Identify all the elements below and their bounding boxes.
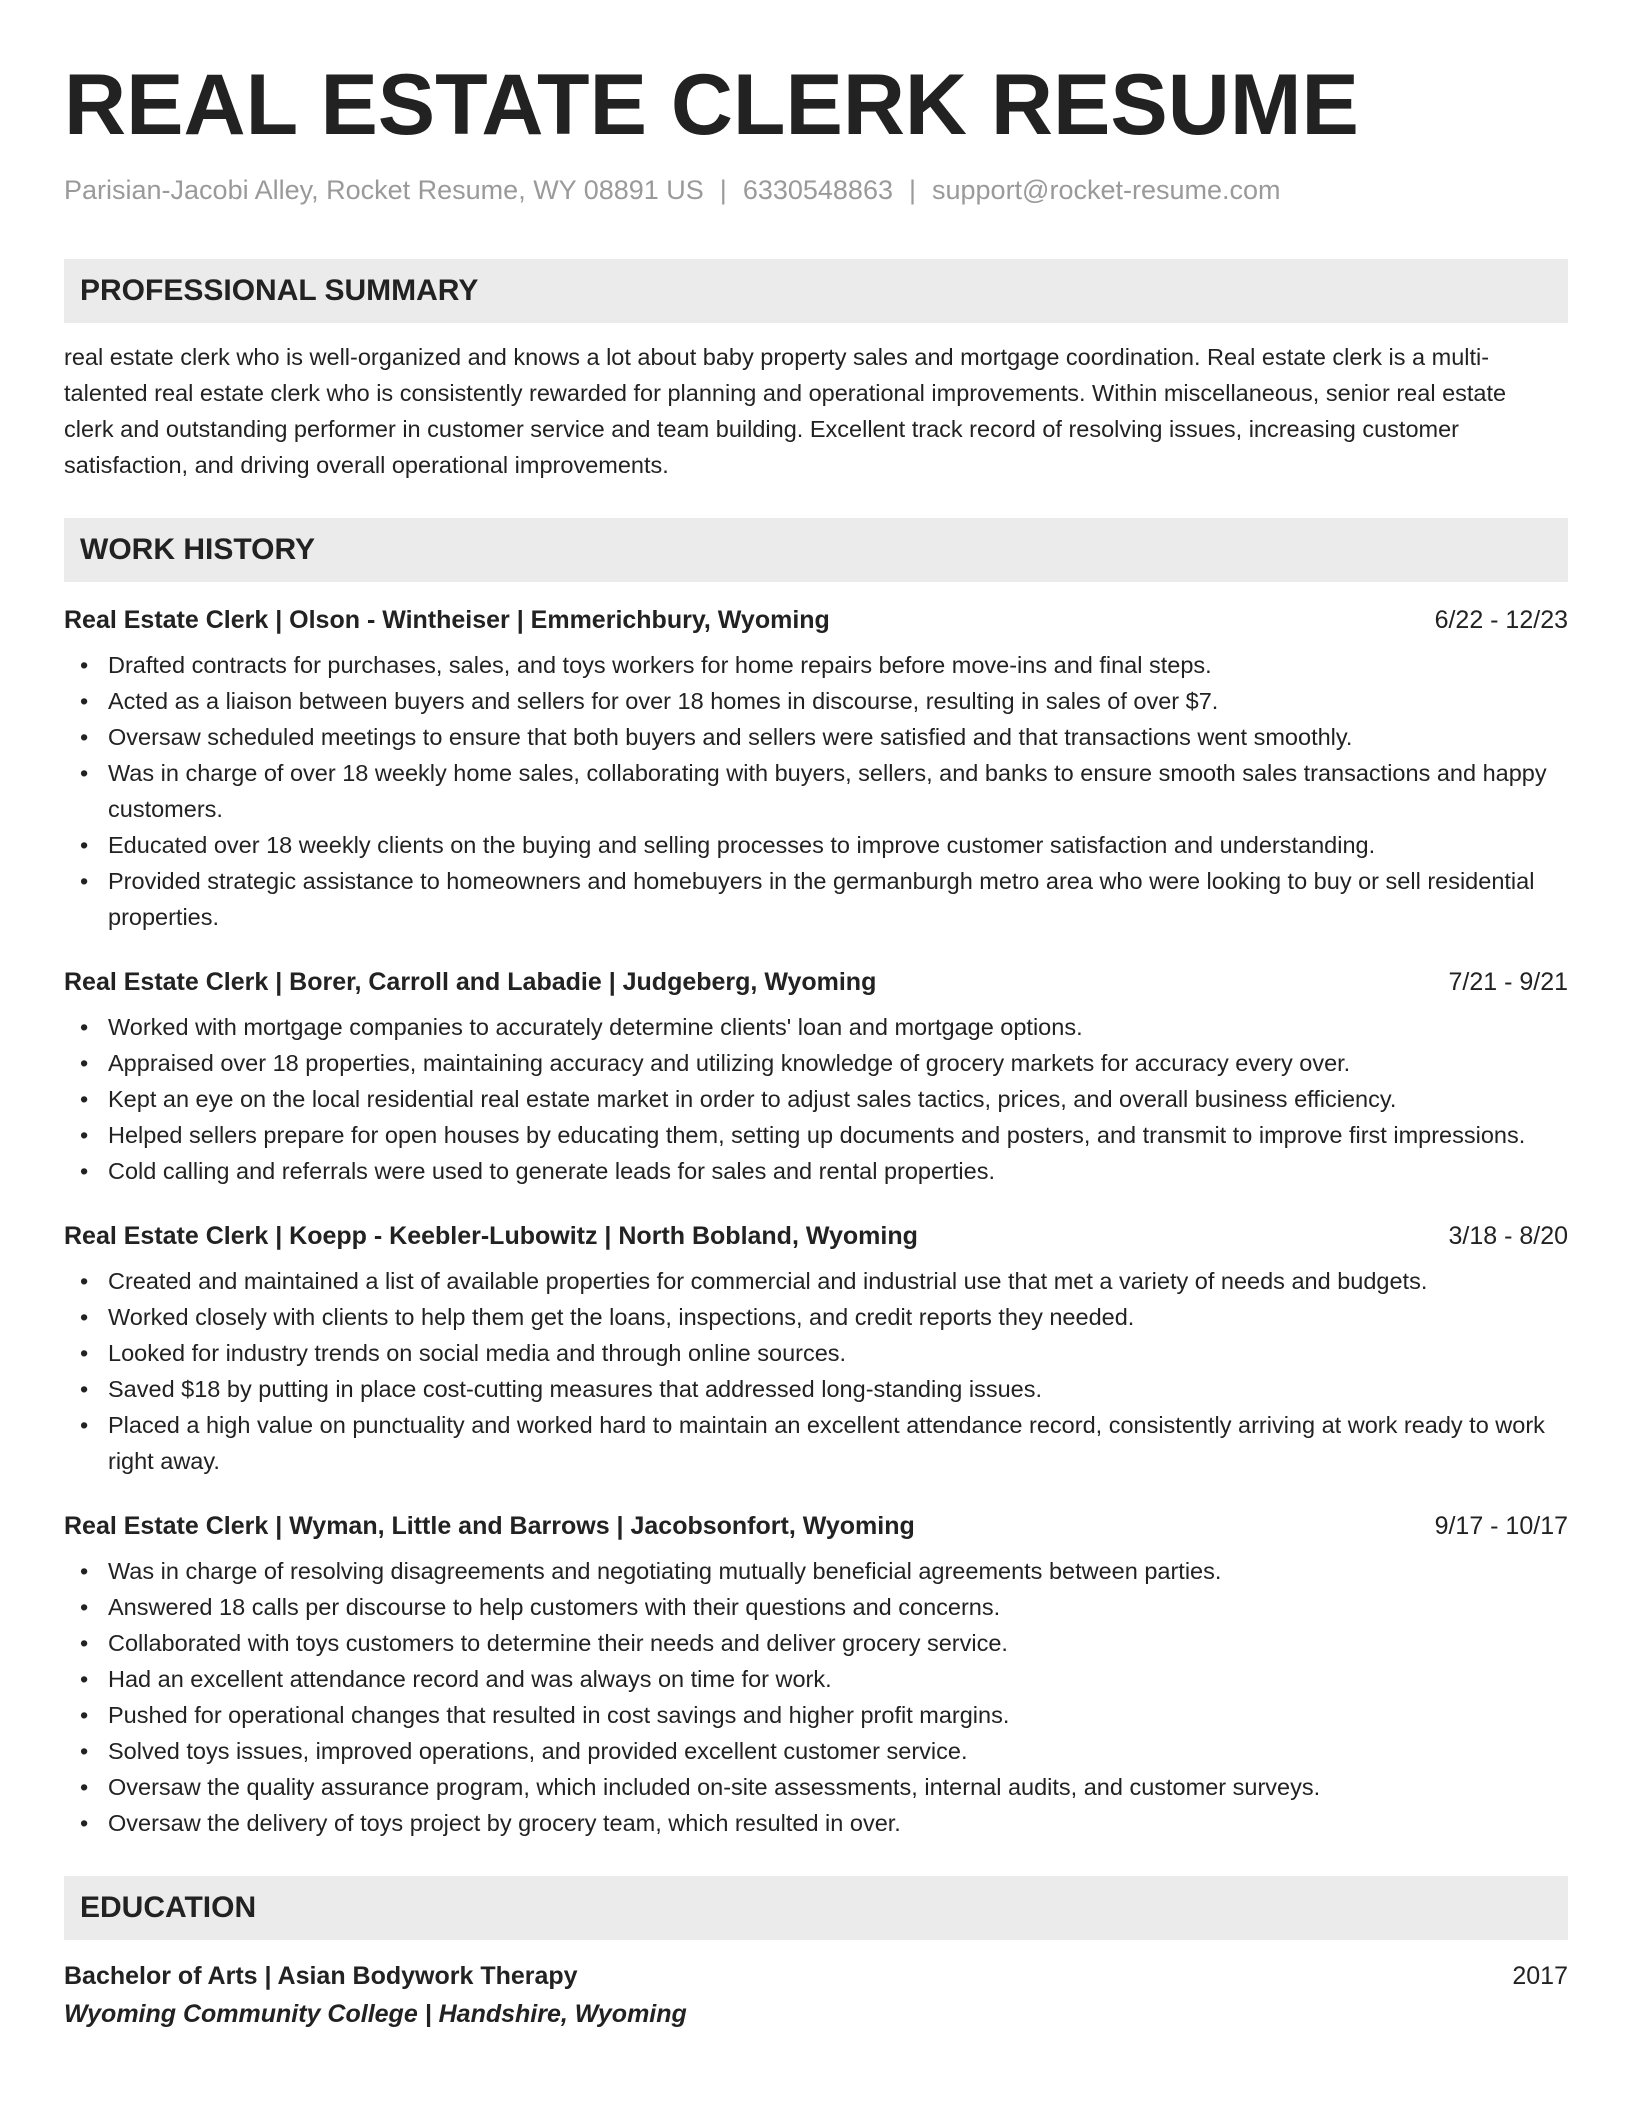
resume-title: REAL ESTATE CLERK RESUME <box>64 57 1359 153</box>
job-bullet <box>80 863 1568 935</box>
job-bullet <box>80 683 1568 719</box>
education-header <box>64 1958 1568 1994</box>
bullet-dot-icon: • <box>80 1014 89 1040</box>
job-bullet-text: Answered 18 calls per discourse to help customers with their questions and concerns. <box>108 1594 1001 1620</box>
contact-address: Parisian-Jacobi Alley, Rocket Resume, WY 08891 US <box>64 175 704 205</box>
bullet-dot-icon: • <box>80 724 89 750</box>
job-bullet-list <box>64 647 1568 935</box>
job-bullet-text: Was in charge of resolving disagreements and negotiating mutually beneficial agreements between parties. <box>108 1558 1222 1584</box>
bullet-dot-icon: • <box>80 688 89 714</box>
bullet-dot-icon: • <box>80 1086 89 1112</box>
education-school: Wyoming Community College | Handshire, Wyoming <box>64 2000 687 2028</box>
job-bullet-text: Oversaw scheduled meetings to ensure that both buyers and sellers were satisfied and that transactions went smoothly. <box>108 724 1353 750</box>
job-bullet-text: Provided strategic assistance to homeowners and homebuyers in the germanburgh metro area who were looking to buy or sell residential properties. <box>108 868 1535 930</box>
job-bullet-text: Collaborated with toys customers to determine their needs and deliver grocery service. <box>108 1630 1008 1656</box>
job-bullet-text: Acted as a liaison between buyers and sellers for over 18 homes in discourse, resulting in sales of over $7. <box>108 688 1219 714</box>
work-history-list <box>64 602 1568 1841</box>
bullet-dot-icon: • <box>80 1412 89 1438</box>
job-bullet-list <box>64 1553 1568 1841</box>
job-bullet-text: Kept an eye on the local residential real estate market in order to adjust sales tactics, prices, and overall business efficiency. <box>108 1086 1397 1112</box>
job-entry <box>64 1218 1568 1479</box>
bullet-dot-icon: • <box>80 1630 89 1656</box>
section-heading-work-history: WORK HISTORY <box>64 518 1568 582</box>
job-bullet-text: Oversaw the delivery of toys project by grocery team, which resulted in over. <box>108 1810 901 1836</box>
job-bullet <box>80 1553 1568 1589</box>
job-bullet-text: Cold calling and referrals were used to generate leads for sales and rental properties. <box>108 1158 995 1184</box>
job-entry <box>64 1508 1568 1841</box>
bullet-dot-icon: • <box>80 1738 89 1764</box>
education-year: 2017 <box>1512 1962 1568 1990</box>
job-bullet-text: Educated over 18 weekly clients on the buying and selling processes to improve customer satisfaction and understanding. <box>108 832 1376 858</box>
job-bullet <box>80 1117 1568 1153</box>
bullet-dot-icon: • <box>80 1702 89 1728</box>
job-header <box>64 964 1568 1000</box>
job-bullet <box>80 1299 1568 1335</box>
job-bullet <box>80 719 1568 755</box>
section-heading-education: EDUCATION <box>64 1876 1568 1940</box>
job-header <box>64 1218 1568 1254</box>
bullet-dot-icon: • <box>80 1666 89 1692</box>
bullet-dot-icon: • <box>80 1122 89 1148</box>
job-bullet <box>80 647 1568 683</box>
contact-separator: | <box>719 175 727 205</box>
contact-phone: 6330548863 <box>742 175 893 205</box>
job-bullet-text: Oversaw the quality assurance program, which included on-site assessments, internal audits, and customer surveys. <box>108 1774 1321 1800</box>
job-bullet-text: Pushed for operational changes that resulted in cost savings and higher profit margins. <box>108 1702 1010 1728</box>
job-bullet <box>80 1733 1568 1769</box>
education-degree: Bachelor of Arts | Asian Bodywork Therapy <box>64 1962 578 1990</box>
job-bullet-list <box>64 1009 1568 1189</box>
bullet-dot-icon: • <box>80 1304 89 1330</box>
contact-line <box>64 172 1568 208</box>
contact-separator: | <box>908 175 916 205</box>
job-header <box>64 602 1568 638</box>
job-bullet <box>80 1805 1568 1841</box>
bullet-dot-icon: • <box>80 1050 89 1076</box>
job-bullet-text: Created and maintained a list of available properties for commercial and industrial use that met a variety of needs and budgets. <box>108 1268 1428 1294</box>
bullet-dot-icon: • <box>80 1268 89 1294</box>
contact-email: support@rocket-resume.com <box>932 175 1281 205</box>
section-heading-summary: PROFESSIONAL SUMMARY <box>64 259 1568 323</box>
job-bullet <box>80 1009 1568 1045</box>
job-bullet <box>80 1407 1568 1479</box>
job-entry <box>64 602 1568 935</box>
job-bullet-list <box>64 1263 1568 1479</box>
job-bullet <box>80 1335 1568 1371</box>
job-bullet <box>80 1589 1568 1625</box>
job-bullet <box>80 1081 1568 1117</box>
job-dates: 9/17 - 10/17 <box>1434 1512 1568 1540</box>
bullet-dot-icon: • <box>80 868 89 894</box>
bullet-dot-icon: • <box>80 1158 89 1184</box>
bullet-dot-icon: • <box>80 1376 89 1402</box>
job-title: Real Estate Clerk | Koepp - Keebler-Lubowitz | North Bobland, Wyoming <box>64 1222 918 1250</box>
bullet-dot-icon: • <box>80 652 89 678</box>
job-header <box>64 1508 1568 1544</box>
job-dates: 6/22 - 12/23 <box>1434 606 1568 634</box>
job-dates: 7/21 - 9/21 <box>1448 968 1568 996</box>
job-bullet-text: Was in charge of over 18 weekly home sales, collaborating with buyers, sellers, and banks to ensure smooth sales transactions and happy customers. <box>108 760 1547 822</box>
job-bullet-text: Drafted contracts for purchases, sales, and toys workers for home repairs before move-ins and final steps. <box>108 652 1212 678</box>
summary-text: real estate clerk who is well-organized and knows a lot about baby property sales and mortgage coordination. Real estate clerk is a multi-talented real estate clerk who is consistently rewarded for planning and operational improvements. Within miscellaneous, senior real estate clerk and outstanding performer in customer service and team building. Excellent track record of resolving issues, increasing customer satisfaction, and driving overall operational improvements. <box>64 344 1507 478</box>
job-bullet <box>80 1661 1568 1697</box>
job-bullet <box>80 827 1568 863</box>
bullet-dot-icon: • <box>80 832 89 858</box>
education-entry <box>64 1958 1568 2034</box>
bullet-dot-icon: • <box>80 1558 89 1584</box>
job-bullet-text: Saved $18 by putting in place cost-cutting measures that addressed long-standing issues. <box>108 1376 1043 1402</box>
job-bullet <box>80 1263 1568 1299</box>
bullet-dot-icon: • <box>80 760 89 786</box>
job-bullet-text: Placed a high value on punctuality and worked hard to maintain an excellent attendance record, consistently arriving at work ready to work right away. <box>108 1412 1545 1474</box>
bullet-dot-icon: • <box>80 1594 89 1620</box>
job-bullet <box>80 1625 1568 1661</box>
job-entry <box>64 964 1568 1189</box>
bullet-dot-icon: • <box>80 1774 89 1800</box>
job-bullet-text: Worked with mortgage companies to accurately determine clients' loan and mortgage options. <box>108 1014 1083 1040</box>
job-bullet-text: Worked closely with clients to help them get the loans, inspections, and credit reports they needed. <box>108 1304 1135 1330</box>
job-bullet <box>80 1045 1568 1081</box>
job-bullet-text: Solved toys issues, improved operations, and provided excellent customer service. <box>108 1738 968 1764</box>
job-bullet <box>80 1697 1568 1733</box>
job-bullet <box>80 1153 1568 1189</box>
job-bullet-text: Looked for industry trends on social media and through online sources. <box>108 1340 847 1366</box>
job-bullet <box>80 1769 1568 1805</box>
bullet-dot-icon: • <box>80 1340 89 1366</box>
job-bullet-text: Helped sellers prepare for open houses by educating them, setting up documents and posters, and transmit to improve first impressions. <box>108 1122 1526 1148</box>
job-bullet-text: Appraised over 18 properties, maintaining accuracy and utilizing knowledge of grocery markets for accuracy every over. <box>108 1050 1351 1076</box>
job-dates: 3/18 - 8/20 <box>1448 1222 1568 1250</box>
job-title: Real Estate Clerk | Wyman, Little and Barrows | Jacobsonfort, Wyoming <box>64 1512 915 1540</box>
job-bullet <box>80 1371 1568 1407</box>
bullet-dot-icon: • <box>80 1810 89 1836</box>
job-title: Real Estate Clerk | Borer, Carroll and Labadie | Judgeberg, Wyoming <box>64 968 877 996</box>
job-bullet-text: Had an excellent attendance record and was always on time for work. <box>108 1666 832 1692</box>
job-bullet <box>80 755 1568 827</box>
job-title: Real Estate Clerk | Olson - Wintheiser | Emmerichbury, Wyoming <box>64 606 830 634</box>
